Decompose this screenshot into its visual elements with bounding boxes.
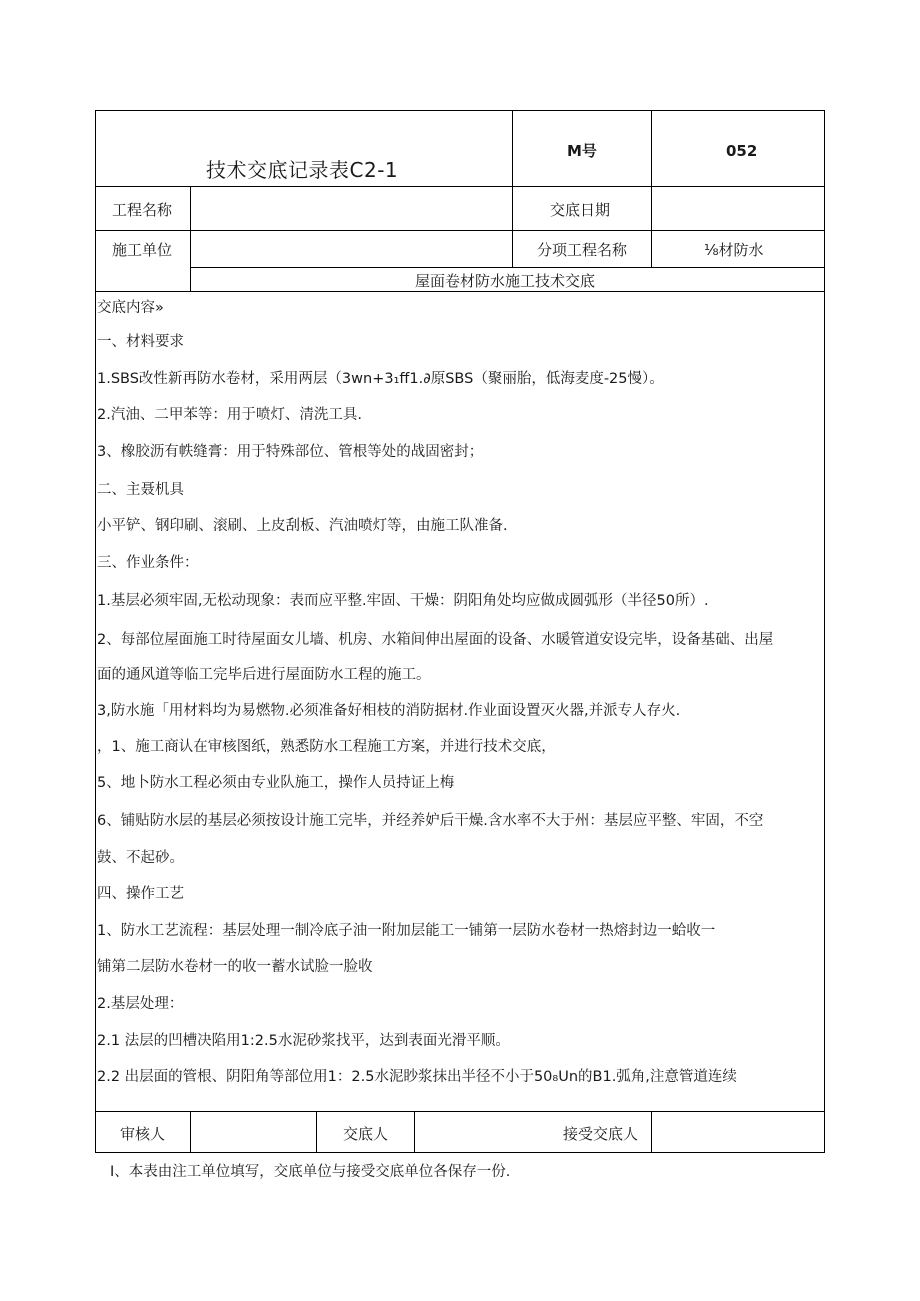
content-line: 2、每部位屋面施工时待屋面女儿墙、机房、水箱间伸出屋面的设备、水暖管道安设完毕，设备基础、出屋 — [97, 632, 774, 648]
discloser-label: 交底人 — [343, 1125, 389, 1143]
content-line: 6、铺贴防水层的基层必须按设计施工完毕，并经养妒后干燥.含水率不大于州：基层应平整、牢固，不空 — [97, 813, 764, 829]
row-divider — [190, 267, 825, 268]
column-divider — [190, 1111, 191, 1153]
content-line: 交底内容» — [97, 300, 164, 316]
content-line: 2.1 法层的凹槽决陷用1:2.5水泥砂浆找平，达到表面光滑平顺。 — [97, 1033, 510, 1049]
content-line: 5、地卜防水工程必须由专业队施工，操作人员持证上梅 — [97, 775, 455, 791]
content-line: 2.基层处理： — [97, 996, 184, 1012]
column-divider — [190, 186, 191, 291]
receiver-label: 接受交底人 — [563, 1125, 639, 1143]
row-divider — [95, 186, 825, 187]
column-divider — [651, 110, 652, 267]
content-line: 2.2 出层面的管根、阴阳角等部位用1：2.5水泥眇浆抹出半径不小于50₈Un的B1.弧角,注意管道连续 — [97, 1069, 737, 1085]
row-divider — [95, 230, 825, 231]
content-line: 二、主聂机具 — [97, 482, 184, 498]
row-divider — [95, 1111, 825, 1112]
sub-project-label: 分项工程名称 — [537, 241, 628, 259]
row-divider — [95, 291, 825, 292]
column-divider — [316, 1111, 317, 1153]
content-line: 3,防水施「用材料均为易燃物.必须准备好相枝的消防据材.作业面设置灭火器,并派专人存火. — [97, 703, 681, 719]
content-line: ，1、施工商认在审核图纸，熟悉防水工程施工方案，并进行技术交底， — [97, 739, 556, 755]
content-line: 1.基层必须牢固,无松动现象：表而应平整.牢固、干燥：阴阳角处均应做成圆弧形（半径50所）. — [97, 593, 709, 609]
content-line: 面的通风道等临工完毕后进行屋面防水工程的施工。 — [97, 667, 431, 683]
number-label: M号 — [567, 142, 597, 160]
sub-project-value: ⅛材防水 — [704, 241, 764, 259]
content-line: 三、作业条件： — [97, 555, 199, 571]
content-line: 2.汽油、二甲苯等：用于喷灯、清洗工具. — [97, 407, 362, 423]
content-line: 一、材料要求 — [97, 334, 184, 350]
column-divider — [512, 110, 513, 267]
content-line: 3、橡胶沥有帙缝膏：用于特殊部位、管根等处的战固密封； — [97, 444, 484, 460]
construction-unit-label: 施工单位 — [112, 241, 173, 259]
content-line: 铺第二层防水卷材一的收一蓄水试脸一脸收 — [97, 959, 373, 975]
column-divider — [651, 1111, 652, 1153]
number-value: 052 — [726, 142, 758, 160]
content-line: 小平铲、钢印刷、滚刷、上皮刮板、汽油喷灯等，由施工队准备. — [97, 518, 508, 534]
reviewer-label: 审核人 — [120, 1125, 166, 1143]
disclosure-subject: 屋面卷材防水施工技术交底 — [415, 272, 596, 290]
footnote: I、本表由注工单位填写，交底单位与接受交底单位各保存一份. — [110, 1164, 511, 1180]
column-divider — [414, 1111, 415, 1153]
content-line: 1、防水工艺流程：基层处理一制冷底子油一附加层能工一铺第一层防水卷材一热熔封边一蛤收一 — [97, 923, 716, 939]
content-line: 鼓、不起砂。 — [97, 850, 184, 866]
content-line: 1.SBS改性新再防水卷材，采用两层（3wn+3₁ff1.∂原SBS（聚丽胎，低海麦度-25慢）。 — [97, 371, 664, 387]
date-label: 交底日期 — [550, 201, 611, 219]
content-line: 四、操作工艺 — [97, 886, 184, 902]
project-name-label: 工程名称 — [112, 201, 173, 219]
form-title: 技术交底记录表C2-1 — [206, 158, 399, 182]
